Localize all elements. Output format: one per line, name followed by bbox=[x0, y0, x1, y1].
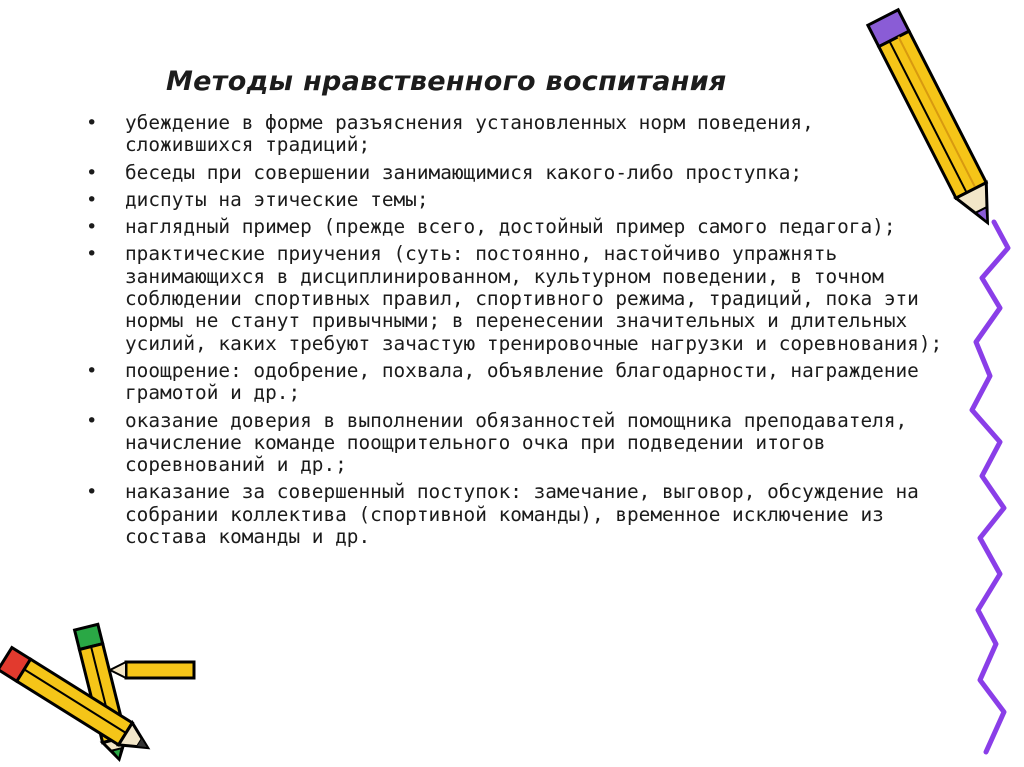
bullet-icon: • bbox=[86, 161, 98, 184]
slide-title: Методы нравственного воспитания bbox=[166, 66, 727, 97]
list-item bbox=[84, 410, 944, 477]
list-item-text: беседы при совершении занимающимися какого-либо проступка; bbox=[125, 160, 803, 184]
list-item bbox=[84, 481, 944, 548]
bullet-icon: • bbox=[86, 409, 98, 432]
list-item bbox=[84, 112, 944, 157]
methods-list bbox=[84, 112, 944, 553]
list-item bbox=[84, 243, 944, 354]
list-item-text: поощрение: одобрение, похвала, объявление благодарности, награждение грамотой и др.; bbox=[125, 358, 919, 405]
list-item-text: практические приучения (суть: постоянно, настойчиво упражнять занимающихся в дисциплинированном, культурном поведении, в точном соблюдении спортивных правил, спортивного режима, традиций, пока эти нормы не станут привычными; в перенесении значительных и длительных усилий, каких требуют зачастую тренировочные нагрузки и соревнования); bbox=[125, 242, 943, 355]
pencil-icon bbox=[0, 618, 200, 767]
list-item-text: убеждение в форме разъяснения установленных норм поведения, сложившихся традиций; bbox=[125, 111, 814, 157]
list-item-text: диспуты на этические темы; bbox=[125, 187, 429, 211]
bullet-icon: • bbox=[86, 359, 98, 382]
list-item bbox=[84, 189, 944, 211]
list-item-text: наказание за совершенный поступок: замечание, выговор, обсуждение на собрании коллектива (спортивной команды), временное исключение из состава команды и др. bbox=[125, 480, 919, 549]
list-item bbox=[84, 360, 944, 405]
list-item-text: оказание доверия в выполнении обязанностей помощника преподавателя, начисление команде поощрительного очка при подведении итогов соревнований и др.; bbox=[125, 408, 908, 477]
list-item bbox=[84, 162, 944, 184]
bullet-icon: • bbox=[86, 481, 98, 504]
bullet-icon: • bbox=[86, 188, 98, 211]
list-item bbox=[84, 216, 944, 238]
squiggle-line-icon bbox=[960, 218, 1024, 758]
list-item-text: наглядный пример (прежде всего, достойный пример самого педагога); bbox=[125, 215, 896, 239]
bullet-icon: • bbox=[86, 243, 98, 266]
bullet-icon: • bbox=[86, 216, 98, 239]
bullet-icon: • bbox=[86, 112, 98, 134]
